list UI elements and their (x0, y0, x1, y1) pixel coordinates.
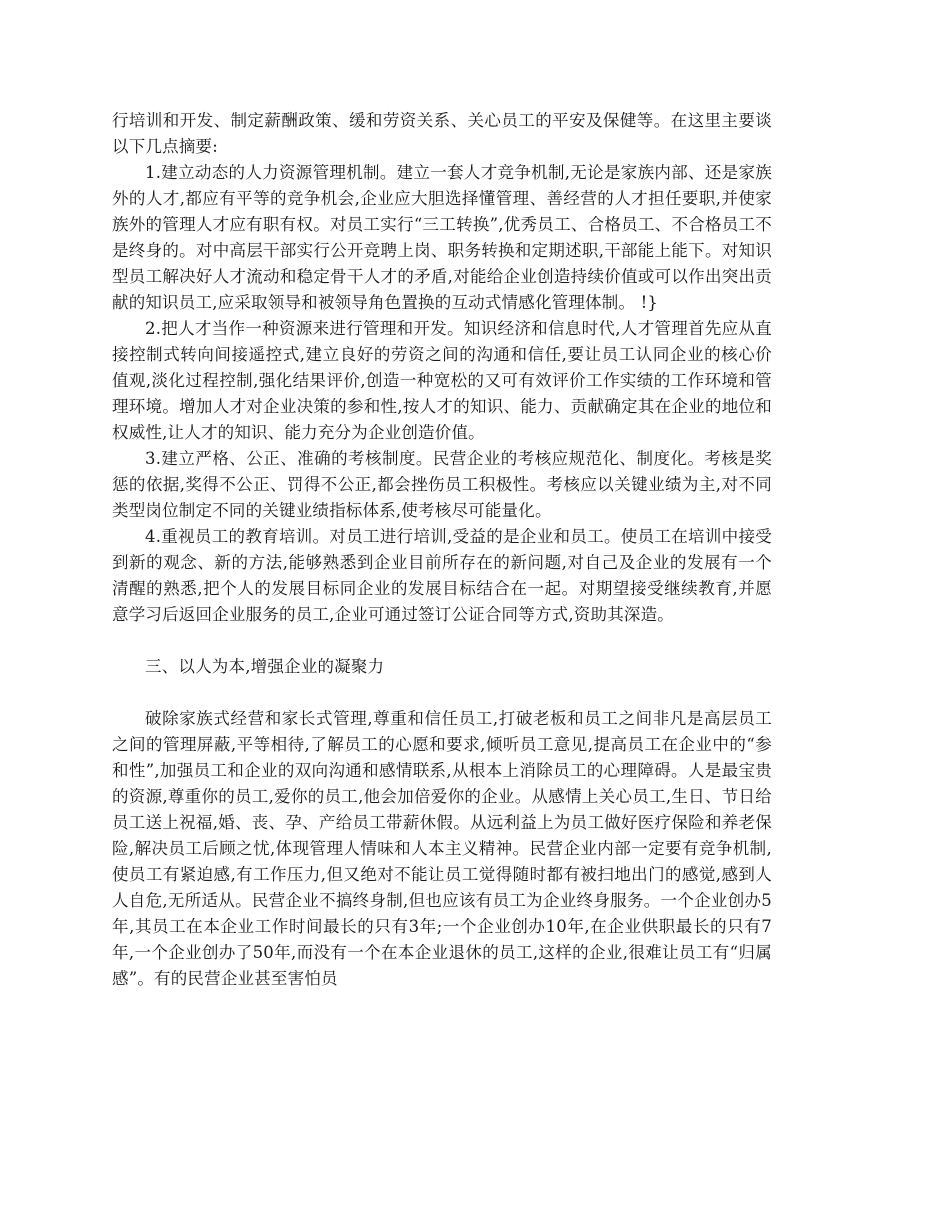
paragraph-item-2: 2.把人才当作一种资源来进行管理和开发。知识经济和信息时代,人才管理首先应从直接控制式转向间接遥控式,建立良好的劳资之间的沟通和信任,要让员工认同企业的核心价值观,淡化过程控制,强化结果评价,创造一种宽松的又可有效评价工作实绩的工作环境和管理环境。增加人才对企业决策的参和性,按人才的知识、能力、贡献确定其在企业的地位和权威性,让人才的知识、能力充分为企业创造价值。 (112, 319, 772, 442)
paragraph-closing: 破除家族式经营和家长式管理,尊重和信任员工,打破老板和员工之间非凡是高层员工之间的管理屏蔽,平等相待,了解员工的心愿和要求,倾听员工意见,提高员工在企业中的“参和性”,加强员工和企业的双向沟通和感情联系,从根本上消除员工的心理障碍。人是最宝贵的资源,尊重你的员工,爱你的员工,他会加倍爱你的企业。从感情上关心员工,生日、节日给员工送上祝福,婚、丧、孕、产给员工带薪休假。从远利益上为员工做好医疗保险和养老保险,解决员工后顾之忧,体现管理人情味和人本主义精神。民营企业内部一定要有竞争机制,使员工有紧迫感,有工作压力,但又绝对不能让员工觉得随时都有被扫地出门的感觉,感到人人自危,无所适从。民营企业不搞终身制,但也应该有员工为企业终身服务。一个企业创办5年,其员工在本企业工作时间最长的只有3年;一个企业创办10年,在企业供职最长的只有7年,一个企业创办了50年,而没有一个在本企业退休的员工,这样的企业,很难让员工有“归属感”。有的民营企业甚至害怕员 (112, 709, 772, 988)
paragraph-item-4: 4.重视员工的教育培训。对员工进行培训,受益的是企业和员工。使员工在培训中接受到新的观念、新的方法,能够熟悉到企业目前所存在的新问题,对自己及企业的发展有一个清醒的熟悉,把个人的发展目标同企业的发展目标结合在一起。对期望接受继续教育,并愿意学习后返回企业服务的员工,企业可通过签订公证合同等方式,资助其深造。 (112, 527, 772, 624)
paragraph-item-1: 1.建立动态的人力资源管理机制。建立一套人才竞争机制,无论是家族内部、还是家族外的人才,都应有平等的竞争机会,企业应大胆选择懂管理、善经营的人才担任要职,并使家族外的管理人才应有职有权。对员工实行“三工转换”,优秀员工、合格员工、不合格员工不是终身的。对中高层干部实行公开竞聘上岗、职务转换和定期述职,干部能上能下。对知识型员工解决好人才流动和稳定骨干人才的矛盾,对能给企业创造持续价值或可以作出突出贡献的知识员工,应采取领导和被领导角色置换的互动式情感化管理体制。 !} (112, 163, 772, 312)
section-heading: 三、以人为本,增强企业的凝聚力 (145, 657, 385, 676)
document-page (112, 108, 772, 992)
paragraph-intro: 行培训和开发、制定薪酬政策、缓和劳资关系、关心员工的平安及保健等。在这里主要谈以下几点摘要: (112, 111, 772, 156)
paragraph-item-3: 3.建立严格、公正、准确的考核制度。民营企业的考核应规范化、制度化。考核是奖惩的依据,奖得不公正、罚得不公正,都会挫伤员工积极性。考核应以关键业绩为主,对不同类型岗位制定不同的关键业绩指标体系,使考核尽可能量化。 (112, 449, 772, 520)
